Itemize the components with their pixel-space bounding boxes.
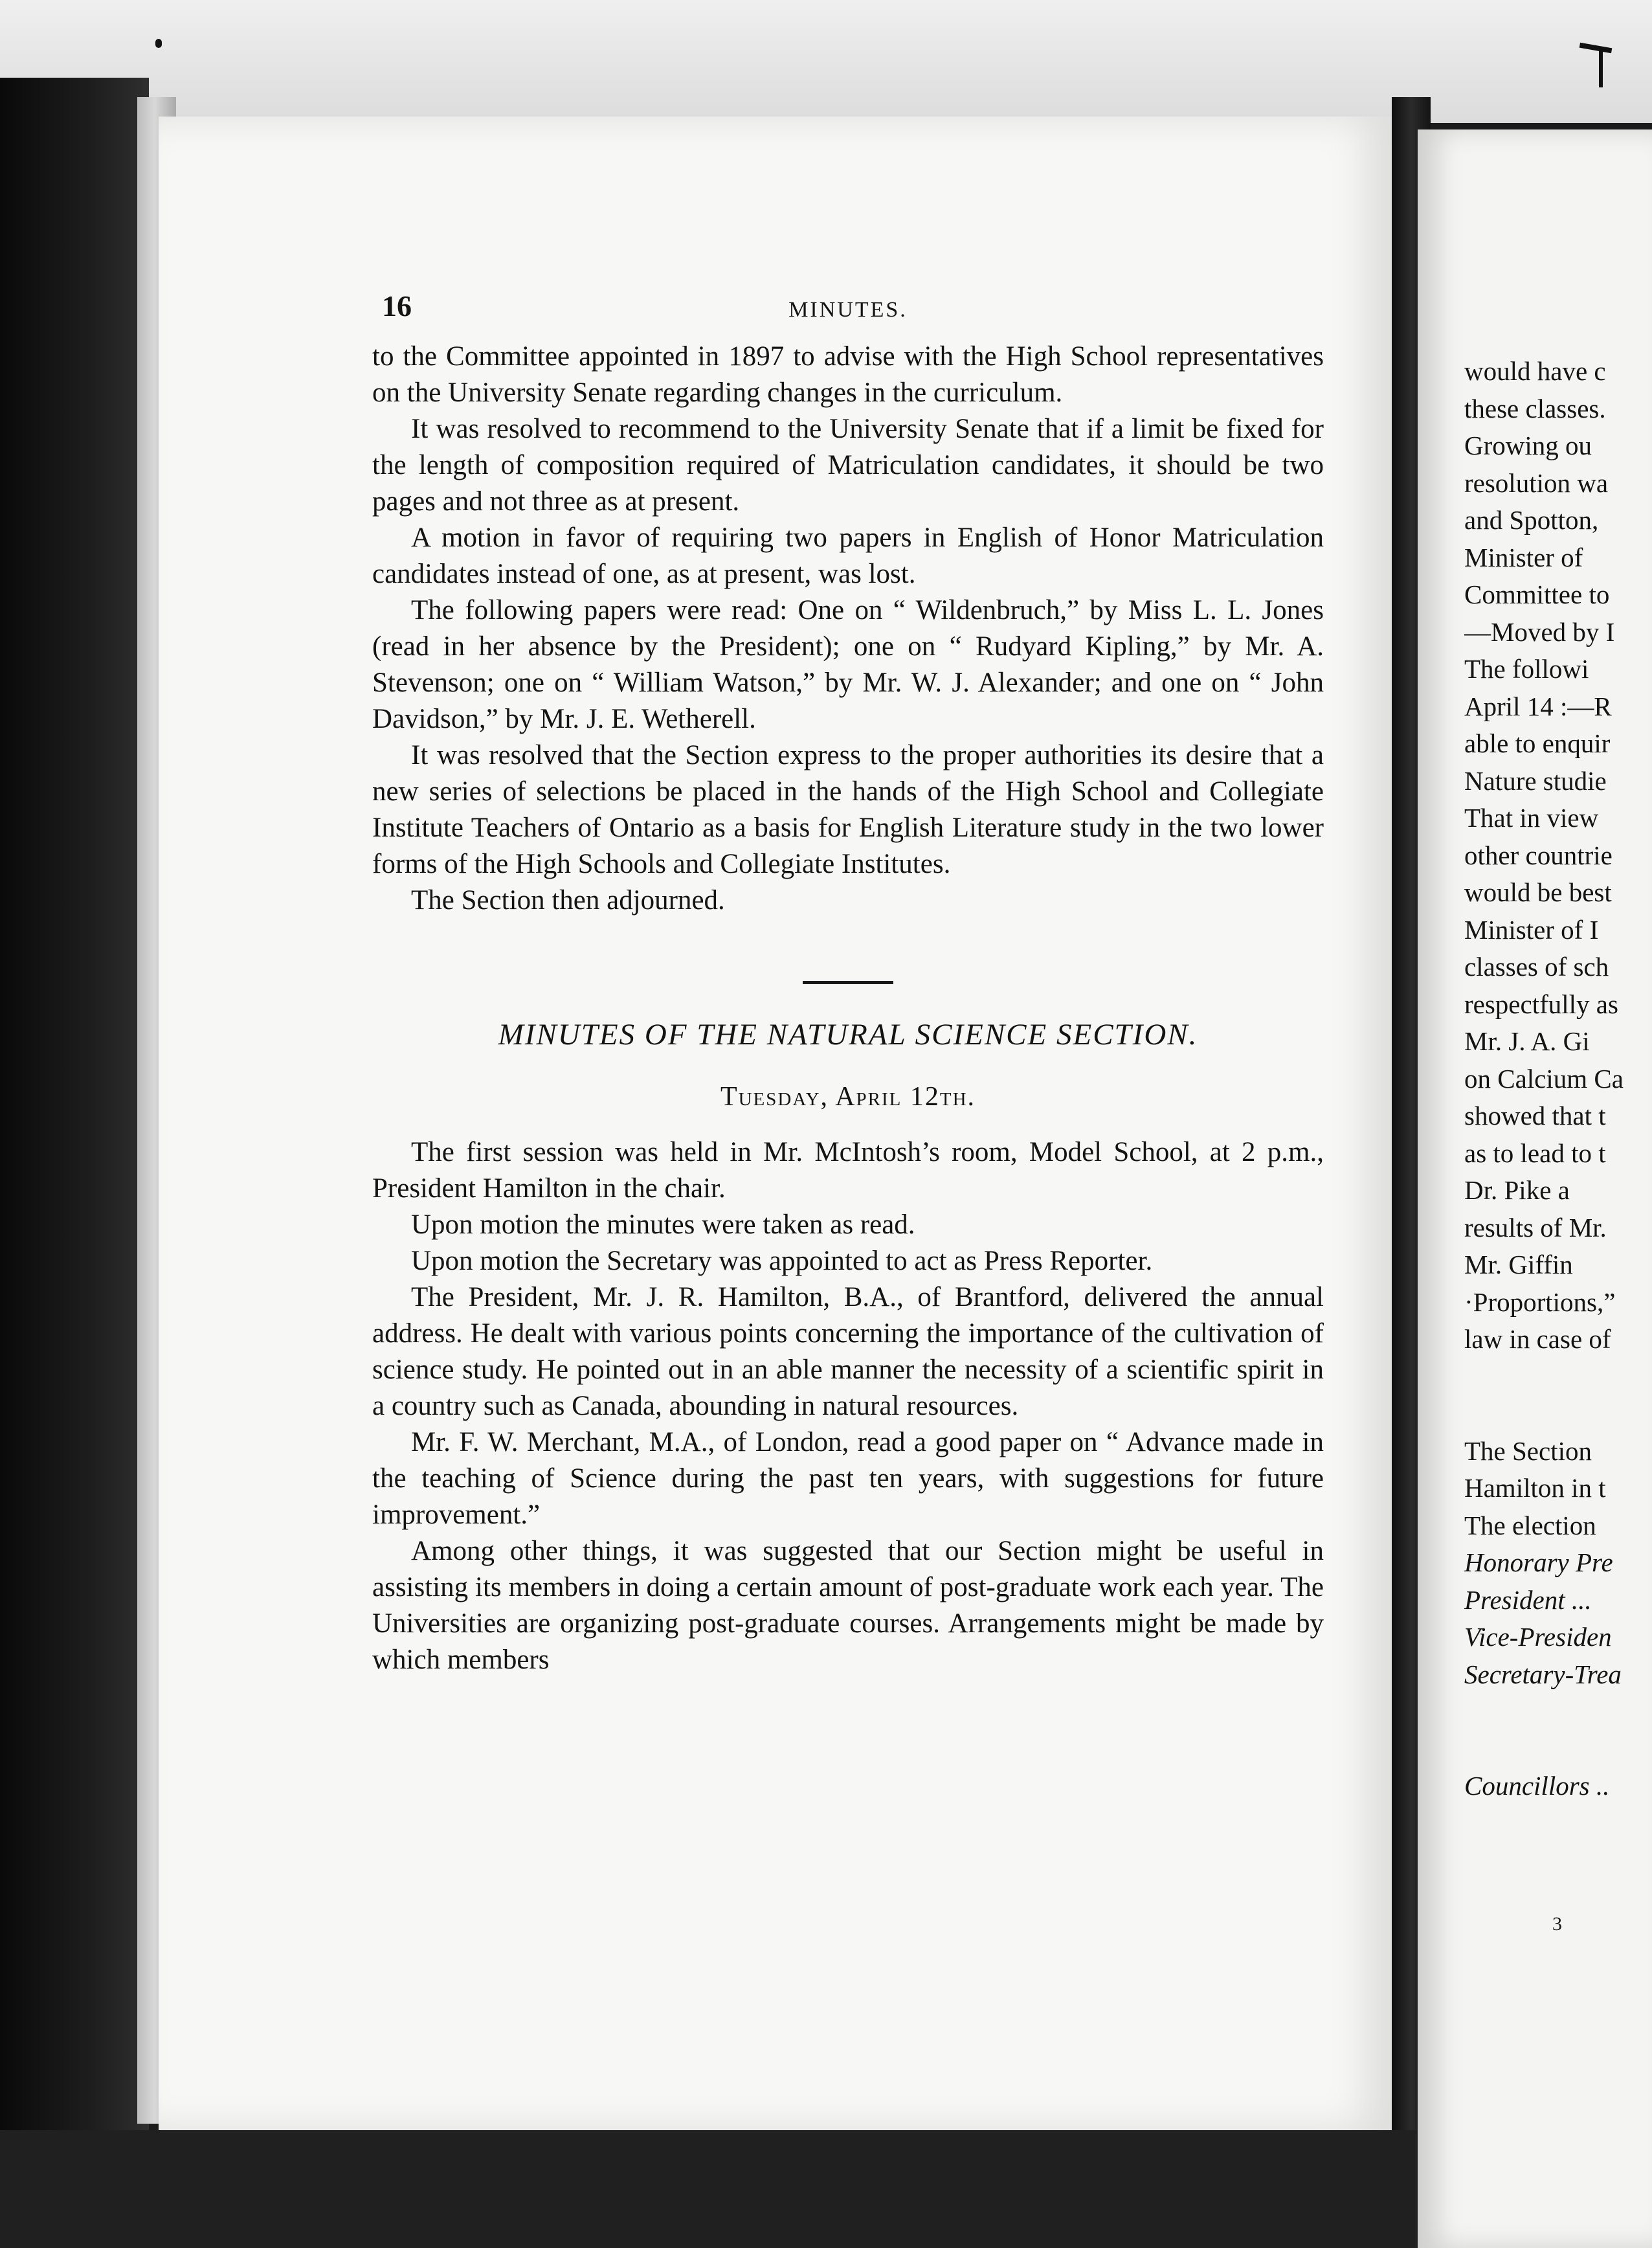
right-line: as to lead to t xyxy=(1464,1138,1606,1168)
running-title: MINUTES. xyxy=(788,298,908,322)
right-line: The Section xyxy=(1464,1435,1592,1466)
paragraph: Mr. F. W. Merchant, M.A., of London, read a good paper on “ Advance made in the teaching of Science during the past ten years, with suggestions for future improvement.” xyxy=(372,1427,1324,1530)
right-line: respectfully as xyxy=(1464,989,1618,1019)
right-line: April 14 :—R xyxy=(1464,691,1612,721)
paragraph: The first session was held in Mr. McIntosh’s room, Model School, at 2 p.m., President Hamilton in the chair. xyxy=(372,1137,1324,1204)
right-italic-line: Vice-Presiden xyxy=(1464,1622,1612,1652)
right-line: would have c xyxy=(1464,356,1606,386)
left-dark-margin xyxy=(0,78,149,2248)
right-italic-line: Honorary Pre xyxy=(1464,1547,1613,1577)
right-line: Hamilton in t xyxy=(1464,1473,1606,1503)
right-line: ·Proportions,” xyxy=(1464,1287,1616,1317)
right-italic-line: Secretary-Trea xyxy=(1464,1659,1622,1689)
right-line: Minister of xyxy=(1464,542,1583,572)
right-line: Growing ou xyxy=(1464,431,1592,460)
right-line: Mr. J. A. Gi xyxy=(1464,1026,1590,1056)
paragraph: It was resolved that the Section express to the proper authorities its desire that a new series of selections be placed in the hands of the High School and Collegiate Institute Teachers of Ontario as a basis for English Literature study in the two lower forms of the High Schools and Collegiate Institutes. xyxy=(372,740,1324,879)
right-gap xyxy=(1464,1693,1652,1731)
right-line: That in view xyxy=(1464,803,1599,833)
left-page-text xyxy=(372,288,1324,1678)
paragraph: Among other things, it was suggested that our Section might be useful in assisting its members in doing a certain amount of post-graduate work each year. The Universities are organizing post-graduate courses. Arrangements might be made by which members xyxy=(372,1536,1324,1675)
right-gap xyxy=(1464,1731,1652,1768)
right-italic-line: President ... xyxy=(1464,1584,1592,1615)
right-line: Mr. Giffin xyxy=(1464,1250,1573,1279)
paragraph: A motion in favor of requiring two papers in English of Honor Matriculation candidates instead of one, as at present, was lost. xyxy=(372,523,1324,589)
section-divider xyxy=(803,981,893,984)
page-number: 16 xyxy=(382,289,412,322)
scan-corner-mark xyxy=(1599,49,1603,87)
right-line: The followi xyxy=(1464,654,1589,684)
paragraph: The Section then adjourned. xyxy=(411,885,725,916)
right-line: law in case of xyxy=(1464,1324,1611,1354)
paragraph: Upon motion the minutes were taken as read. xyxy=(411,1209,915,1240)
running-head xyxy=(372,288,1324,339)
section-date: Tuesday, April 12th. xyxy=(720,1082,976,1112)
right-line: and Spotton, xyxy=(1464,505,1599,535)
right-line: classes of sch xyxy=(1464,952,1609,982)
right-councillors: Councillors .. xyxy=(1464,1771,1610,1801)
right-line: Committee to xyxy=(1464,579,1610,609)
right-line: Minister of I xyxy=(1464,914,1599,945)
right-line: —Moved by I xyxy=(1464,616,1615,647)
paragraph: The President, Mr. J. R. Hamilton, B.A., of Brantford, delivered the annual address. He dealt with various points concerning the importance of the cultivation of science study. He pointed out in an able manner the necessity of a scientific spirit in a country such as Canada, abounding in natural resources. xyxy=(372,1282,1324,1421)
right-page-text xyxy=(1464,353,1652,1805)
right-gap xyxy=(1464,1395,1652,1433)
right-line: these classes. xyxy=(1464,393,1606,423)
right-line: able to enquir xyxy=(1464,728,1611,758)
paragraph: Upon motion the Secretary was appointed to act as Press Reporter. xyxy=(411,1246,1153,1276)
right-line: showed that t xyxy=(1464,1101,1606,1130)
right-line: Dr. Pike a xyxy=(1464,1175,1570,1205)
paragraph: to the Committee appointed in 1897 to advise with the High School representatives on the University Senate regarding changes in the curriculum. xyxy=(372,341,1324,408)
right-line: would be best xyxy=(1464,877,1612,907)
right-page-signature-number: 3 xyxy=(1552,1913,1562,1935)
bottom-dark-margin xyxy=(0,2130,1418,2248)
right-line: results of Mr. xyxy=(1464,1212,1607,1242)
right-line: on Calcium Ca xyxy=(1464,1063,1624,1094)
scan-dust xyxy=(155,39,162,48)
section-title: MINUTES OF THE NATURAL SCIENCE SECTION. xyxy=(498,1018,1198,1051)
paragraph: The following papers were read: One on “ Wildenbruch,” by Miss L. L. Jones (read in her absence by the President); one on “ Rudyard Kipling,” by Mr. A. Stevenson; one on “ William Watson,” by Mr. W. J. Alexander; and one on “ John Davidson,” by Mr. J. E. Wetherell. xyxy=(372,595,1324,734)
right-line: other countrie xyxy=(1464,840,1613,870)
right-line: Nature studie xyxy=(1464,765,1607,796)
right-gap xyxy=(1464,1358,1652,1396)
right-line: resolution wa xyxy=(1464,467,1609,498)
paragraph: It was resolved to recommend to the University Senate that if a limit be fixed for the length of composition required of Matriculation candidates, it should be two pages and not three as at present. xyxy=(372,414,1324,517)
right-line: The election xyxy=(1464,1510,1596,1540)
